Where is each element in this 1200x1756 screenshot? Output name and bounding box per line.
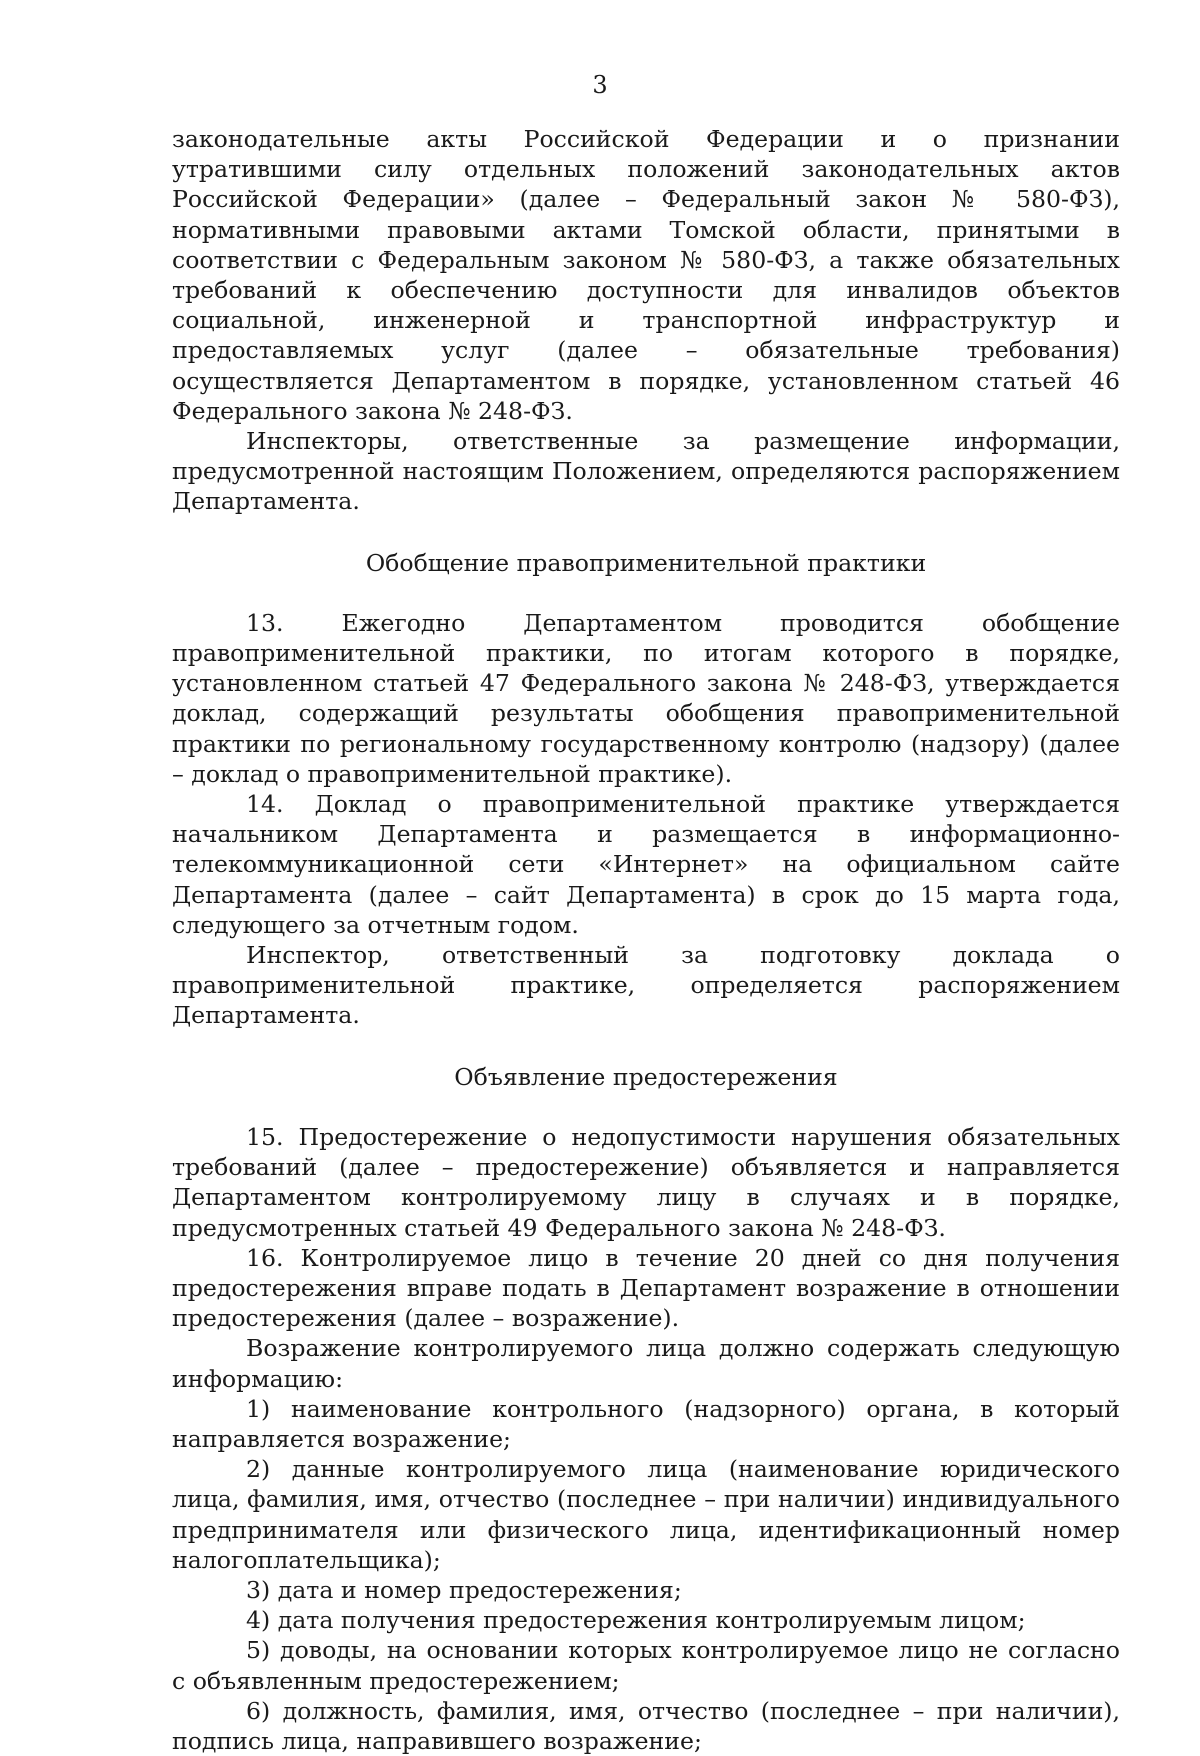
list-item-3: 3) дата и номер предостережения; xyxy=(246,1575,682,1604)
paragraph-intro-continuation: законодательные акты Российской Федерации и о признании утратившими силу отдельных положений законодательных актов Российской Федерации» (далее – Федеральный закон № 580-ФЗ), нормативными правовыми актами Томской области, принятыми в соответствии с Федеральным законом № 580-ФЗ, а также обязательных требований к обеспечению доступности для инвалидов объектов социальной, инженерной и транспортной инфраструктур и предоставляемых услуг (далее – обязательные требования) осуществляется Департаментом в порядке, установленном статьей 46 Федерального закона № 248-ФЗ. xyxy=(172,125,1120,425)
paragraph-item-16: 16. Контролируемое лицо в течение 20 дней со дня получения предостережения вправе подать в Департамент возражение в отношении предостережения (далее – возражение). xyxy=(172,1243,1120,1333)
paragraph-item-13: 13. Ежегодно Департаментом проводится обобщение правоприменительной практики, по итогам которого в порядке, установленном статьей 47 Федерального закона № 248-ФЗ, утверждается доклад, содержащий результаты обобщения правоприменительной практики по региональному государственному контролю (надзору) (далее – доклад о правоприменительной практике). xyxy=(172,608,1120,788)
paragraph-item-14: 14. Доклад о правоприменительной практике утверждается начальником Департамента и размещается в информационно-телекоммуникационной сети «Интернет» на официальном сайте Департамента (далее – сайт Департамента) в срок до 15 марта года, следующего за отчетным годом. xyxy=(172,790,1120,939)
section-heading-warning: Объявление предостережения xyxy=(454,1062,838,1091)
paragraph-objection-content: Возражение контролируемого лица должно содержать следующую информацию: xyxy=(172,1334,1120,1393)
paragraph-inspectors: Инспекторы, ответственные за размещение информации, предусмотренной настоящим Положением, определяются распоряжением Департамента. xyxy=(172,427,1120,516)
paragraph-inspector-report: Инспектор, ответственный за подготовку доклада о правоприменительной практике, определяется распоряжением Департамента. xyxy=(172,941,1120,1030)
page-number: 3 xyxy=(592,71,608,99)
list-item-5: 5) доводы, на основании которых контролируемое лицо не согласно с объявленным предостережением; xyxy=(172,1636,1120,1695)
paragraph-item-15: 15. Предостережение о недопустимости нарушения обязательных требований (далее – предостережение) объявляется и направляется Департаментом контролируемому лицу в случаях и в порядке, предусмотренных статьей 49 Федерального закона № 248-ФЗ. xyxy=(172,1122,1120,1242)
list-item-4: 4) дата получения предостережения контролируемым лицом; xyxy=(246,1606,1026,1635)
list-item-6: 6) должность, фамилия, имя, отчество (последнее – при наличии), подпись лица, направившего возражение; xyxy=(172,1696,1120,1755)
list-item-2: 2) данные контролируемого лица (наименование юридического лица, фамилия, имя, отчество (последнее – при наличии) индивидуального предпринимателя или физического лица, идентификационный номер налогоплательщика); xyxy=(172,1455,1120,1574)
document-body xyxy=(172,124,1120,1756)
section-heading-practice: Обобщение правоприменительной практики xyxy=(365,548,927,577)
list-item-1: 1) наименование контрольного (надзорного) органа, в который направляется возражение; xyxy=(172,1394,1120,1453)
